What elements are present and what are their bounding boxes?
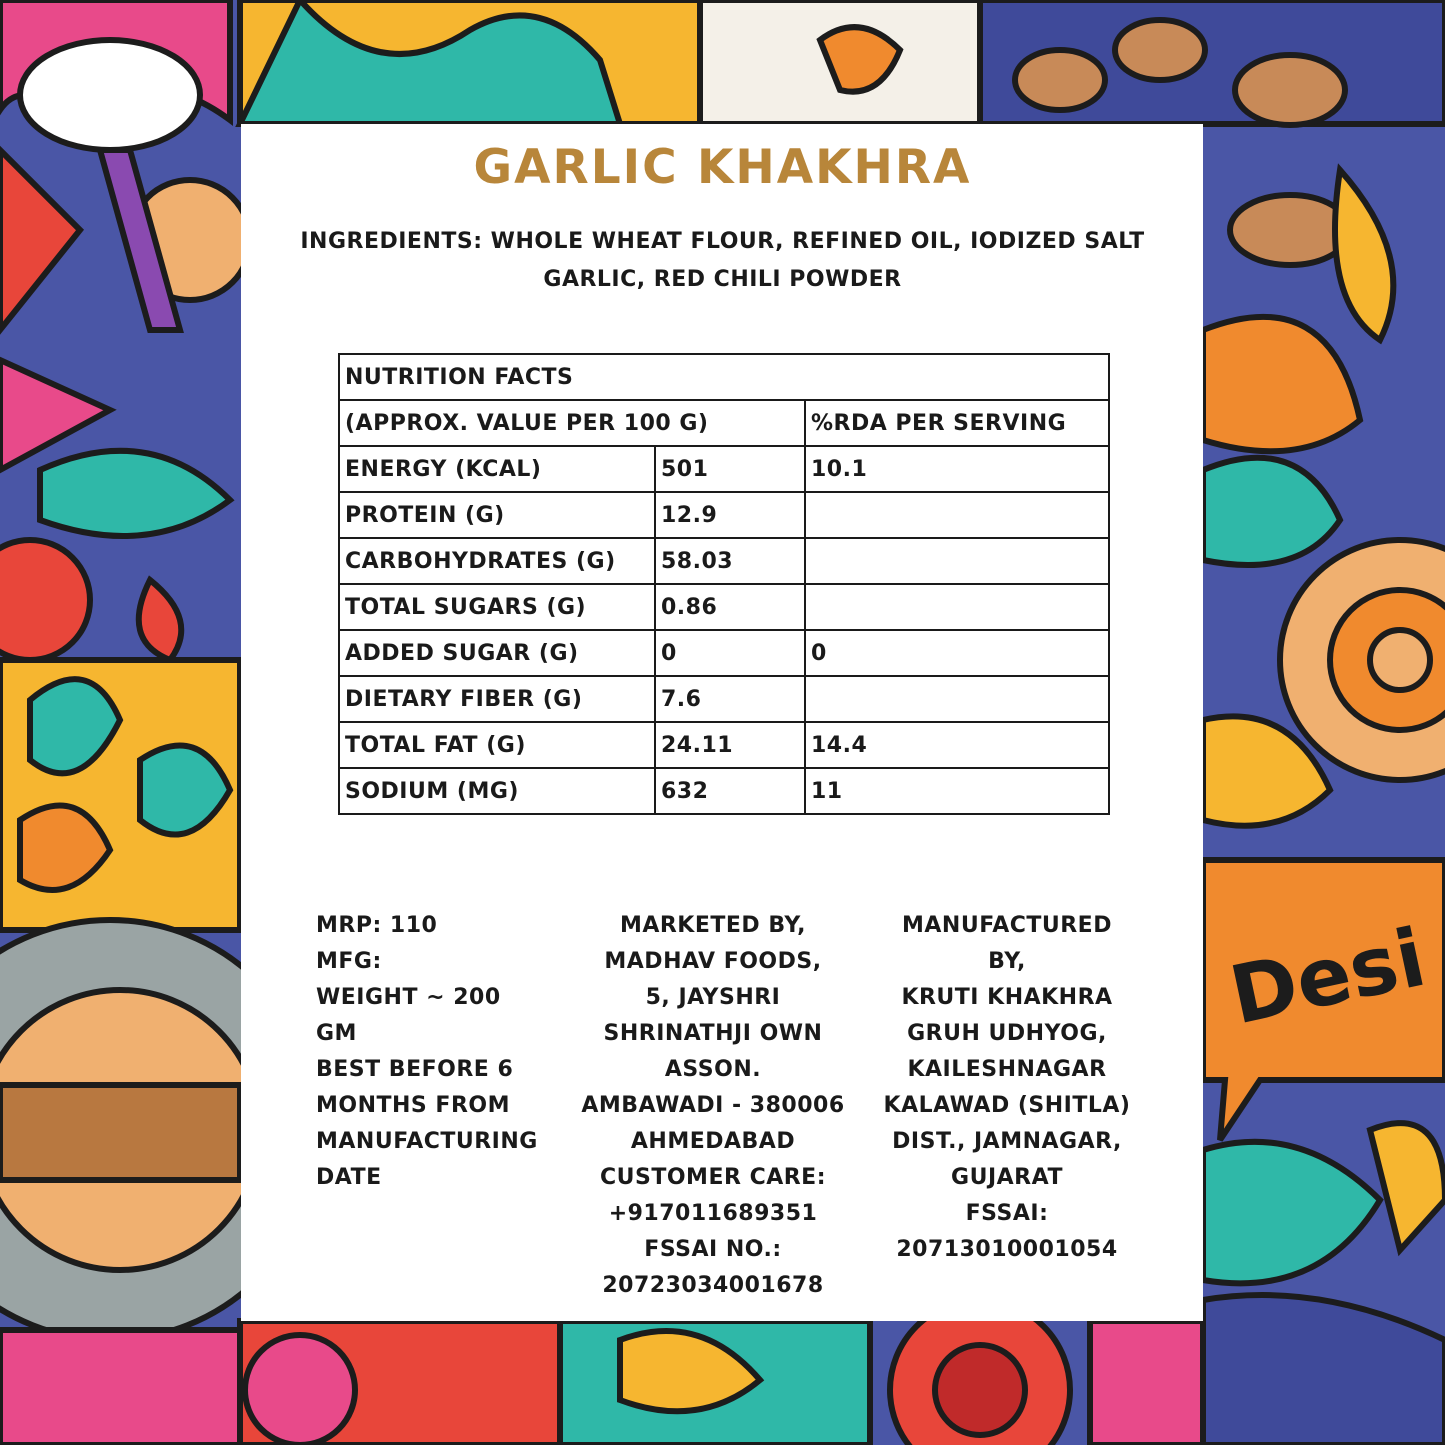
product-title: GARLIC KHAKHRA bbox=[473, 140, 972, 195]
marketed-line: FSSAI NO.: bbox=[644, 1237, 782, 1262]
nutrient-name: SODIUM (MG) bbox=[339, 768, 655, 814]
nutrient-name: PROTEIN (G) bbox=[339, 492, 655, 538]
nutrient-rda bbox=[805, 676, 1109, 722]
nutrient-value: 501 bbox=[655, 446, 805, 492]
manufactured-by-info bbox=[872, 908, 1142, 1268]
manufactured-line: MANUFACTURED bbox=[902, 913, 1112, 938]
nutrient-rda bbox=[805, 584, 1109, 630]
nutrient-name: ENERGY (KCAL) bbox=[339, 446, 655, 492]
mrp-line: MONTHS FROM bbox=[316, 1093, 510, 1118]
nutrition-row bbox=[339, 676, 1109, 722]
nutrient-value: 24.11 bbox=[655, 722, 805, 768]
marketed-by-info bbox=[572, 908, 854, 1304]
nutrition-row bbox=[339, 584, 1109, 630]
nutrient-name: DIETARY FIBER (G) bbox=[339, 676, 655, 722]
mrp-info bbox=[316, 908, 556, 1196]
mrp-line: GM bbox=[316, 1021, 357, 1046]
nutrition-heading-row bbox=[339, 354, 1109, 400]
nutrient-rda: 10.1 bbox=[805, 446, 1109, 492]
manufactured-line: 20713010001054 bbox=[896, 1237, 1118, 1262]
nutrition-row bbox=[339, 722, 1109, 768]
marketed-line: AHMEDABAD bbox=[630, 1129, 796, 1154]
nutrient-rda: 0 bbox=[805, 630, 1109, 676]
ingredients-line-1: INGREDIENTS: WHOLE WHEAT FLOUR, REFINED OIL, IODIZED SALT bbox=[300, 229, 1145, 254]
mrp-line: BEST BEFORE 6 bbox=[316, 1057, 514, 1082]
manufactured-line: BY, bbox=[988, 949, 1026, 974]
marketed-line: 20723034001678 bbox=[602, 1273, 824, 1298]
marketed-line: 5, JAYSHRI bbox=[645, 985, 781, 1010]
marketed-line: SHRINATHJI OWN bbox=[603, 1021, 823, 1046]
desi-badge-text: Desi bbox=[1222, 910, 1434, 1043]
nutrient-rda bbox=[805, 492, 1109, 538]
nutrition-row bbox=[339, 446, 1109, 492]
mrp-line: DATE bbox=[316, 1165, 382, 1190]
ingredients-line-2: GARLIC, RED CHILI POWDER bbox=[543, 267, 902, 292]
nutrition-subheading-row bbox=[339, 400, 1109, 446]
nutrient-value: 0.86 bbox=[655, 584, 805, 630]
nutrient-value: 58.03 bbox=[655, 538, 805, 584]
nutrient-value: 12.9 bbox=[655, 492, 805, 538]
nutrient-rda: 11 bbox=[805, 768, 1109, 814]
marketed-line: CUSTOMER CARE: bbox=[599, 1165, 827, 1190]
nutrient-value: 7.6 bbox=[655, 676, 805, 722]
mrp-line: MFG: bbox=[316, 949, 382, 974]
nutrient-name: CARBOHYDRATES (G) bbox=[339, 538, 655, 584]
nutrition-heading: NUTRITION FACTS bbox=[339, 354, 1109, 400]
nutrition-row bbox=[339, 630, 1109, 676]
mrp-line: MANUFACTURING bbox=[316, 1129, 538, 1154]
nutrition-row bbox=[339, 538, 1109, 584]
nutrient-rda: 14.4 bbox=[805, 722, 1109, 768]
manufactured-line: DIST., JAMNAGAR, bbox=[892, 1129, 1122, 1154]
mrp-line: WEIGHT ~ 200 bbox=[316, 985, 501, 1010]
nutrient-value: 0 bbox=[655, 630, 805, 676]
nutrient-rda bbox=[805, 538, 1109, 584]
manufactured-line: KALAWAD (SHITLA) bbox=[883, 1093, 1131, 1118]
manufactured-line: GUJARAT bbox=[951, 1165, 1063, 1190]
manufactured-line: GRUH UDHYOG, bbox=[907, 1021, 1107, 1046]
nutrient-value: 632 bbox=[655, 768, 805, 814]
marketed-line: MARKETED BY, bbox=[619, 913, 807, 938]
mrp-line: MRP: 110 bbox=[316, 913, 438, 938]
nutrient-name: TOTAL SUGARS (G) bbox=[339, 584, 655, 630]
manufactured-line: KAILESHNAGAR bbox=[907, 1057, 1107, 1082]
manufactured-line: FSSAI: bbox=[965, 1201, 1049, 1226]
nutrition-subheading: (APPROX. VALUE PER 100 G) bbox=[339, 400, 805, 446]
marketed-line: ASSON. bbox=[664, 1057, 762, 1082]
nutrition-row bbox=[339, 492, 1109, 538]
marketed-line: MADHAV FOODS, bbox=[604, 949, 822, 974]
nutrition-facts-table bbox=[338, 353, 1110, 815]
nutrient-name: TOTAL FAT (G) bbox=[339, 722, 655, 768]
marketed-line: AMBAWADI - 380006 bbox=[581, 1093, 845, 1118]
rda-heading: %RDA PER SERVING bbox=[805, 400, 1109, 446]
nutrient-name: ADDED SUGAR (G) bbox=[339, 630, 655, 676]
nutrition-row bbox=[339, 768, 1109, 814]
marketed-line: +917011689351 bbox=[608, 1201, 818, 1226]
manufactured-line: KRUTI KHAKHRA bbox=[901, 985, 1113, 1010]
